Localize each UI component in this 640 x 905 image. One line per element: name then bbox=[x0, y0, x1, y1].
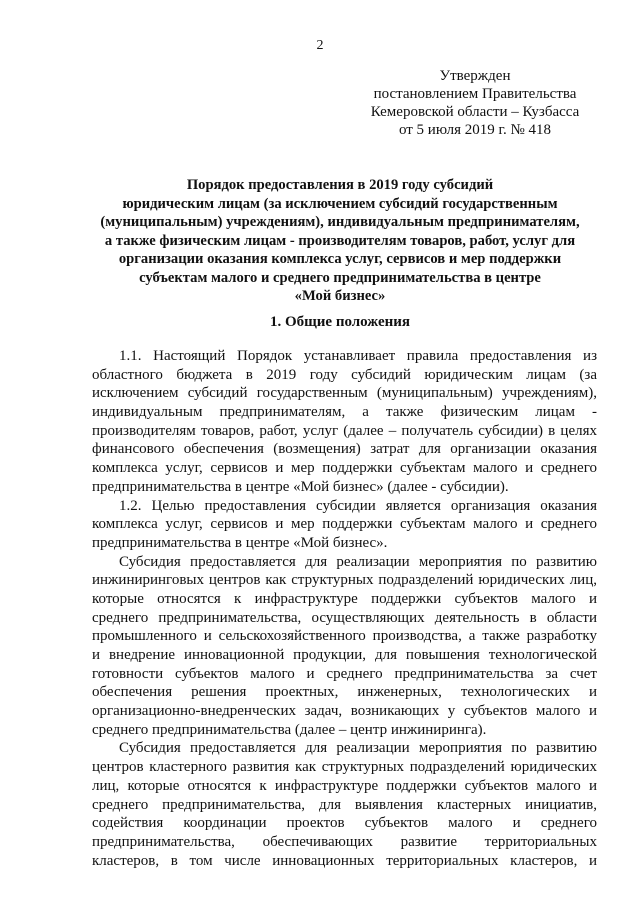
text-line: содействия координации проектов субъектов малого и среднего bbox=[92, 815, 597, 832]
text-line: 1.2. Целью предоставления субсидии является организация оказания bbox=[119, 497, 597, 514]
text-line: производителям товаров, работ, услуг (далее – получатель субсидии) в целях bbox=[92, 422, 597, 439]
text-line: организационно-внедренческих задач, возникающих у субъектов малого и bbox=[92, 703, 597, 720]
title-line: юридическим лицам (за исключением субсидий государственным bbox=[122, 195, 558, 212]
paragraph-1-1 bbox=[92, 347, 597, 497]
title-line: «Мой бизнес» bbox=[294, 288, 386, 304]
paragraph-clusters bbox=[92, 739, 597, 870]
text-line: среднего предпринимательства, для выявления кластерных инициатив, bbox=[92, 796, 597, 813]
text-line: центров кластерного развития как структурных подразделений юридических bbox=[92, 759, 597, 776]
text-line: областного бюджета в 2019 году субсидий юридическим лицам (за bbox=[92, 366, 597, 383]
text-line: Субсидия предоставляется для реализации мероприятия по развитию bbox=[119, 553, 597, 570]
text-line: комплекса услуг, сервисов и мер поддержки субъектам малого и среднего bbox=[92, 516, 597, 533]
document-body bbox=[92, 347, 597, 870]
text-line: готовности субъектов малого и среднего предпринимательства за счет bbox=[92, 665, 597, 682]
paragraph-engineering bbox=[92, 553, 597, 740]
text-line: инжиниринговых центров как структурных подразделений юридических лиц, bbox=[92, 572, 597, 589]
document-title bbox=[80, 176, 600, 306]
text-line: предпринимательства, обеспечивающих развитие территориальных bbox=[92, 833, 597, 850]
text-line: лиц, которые относятся к инфраструктуре поддержки субъектов малого и bbox=[92, 777, 597, 794]
approval-line: от 5 июля 2019 г. № 418 bbox=[398, 122, 552, 138]
title-line: (муниципальным) учреждениям), индивидуальным предпринимателям, bbox=[100, 214, 580, 230]
title-line: организации оказания комплекса услуг, сервисов и мер поддержки bbox=[118, 251, 562, 267]
text-line: предпринимательства в центре «Мой бизнес». bbox=[92, 534, 388, 551]
text-line: Субсидия предоставляется для реализации мероприятия по развитию bbox=[119, 740, 597, 757]
paragraph-1-2 bbox=[92, 497, 597, 553]
text-line: индивидуальным предпринимателям, а также физическим лицам - bbox=[92, 404, 597, 421]
section-heading: 1. Общие положения bbox=[269, 314, 411, 330]
text-line: финансового обеспечения (возмещения) затрат для организации оказания bbox=[92, 441, 597, 458]
approval-stamp bbox=[360, 67, 590, 139]
text-line: 1.1. Настоящий Порядок устанавливает правила предоставления из bbox=[119, 348, 597, 364]
text-line: комплекса услуг, сервисов и мер поддержки субъектам малого и среднего bbox=[92, 460, 597, 477]
text-line: которые относятся к инфраструктуре поддержки субъектов малого и bbox=[92, 590, 597, 607]
text-line: предпринимательства в центре «Мой бизнес» (далее - субсидии). bbox=[92, 478, 509, 495]
text-line: среднего предпринимательства, осуществляющих деятельность в области bbox=[92, 609, 597, 626]
page-number: 2 bbox=[316, 38, 324, 53]
title-line: Порядок предоставления в 2019 году субсидий bbox=[186, 177, 494, 193]
text-line: исключением субсидий государственным (муниципальным) учреждениям), bbox=[92, 385, 597, 402]
text-line: и внедрение инновационной продукции, для повышения технологической bbox=[92, 647, 597, 663]
text-line: промышленного и сельскохозяйственного производства, а также разработку bbox=[92, 628, 597, 645]
approval-line: Кемеровской области – Кузбасса bbox=[370, 104, 580, 120]
text-line: среднего предпринимательства (далее – центр инжиниринга). bbox=[92, 721, 487, 738]
title-line: а также физическим лицам - производителям товаров, работ, услуг для bbox=[104, 232, 576, 249]
approval-line: постановлением Правительства bbox=[373, 86, 577, 102]
approval-line: Утвержден bbox=[439, 68, 511, 84]
text-line: обеспечения решения проектных, инженерных, технологических и bbox=[92, 684, 597, 701]
text-line: кластеров, в том числе инновационных территориальных кластеров, и bbox=[92, 852, 597, 869]
title-line: субъектам малого и среднего предпринимательства в центре bbox=[139, 269, 541, 286]
